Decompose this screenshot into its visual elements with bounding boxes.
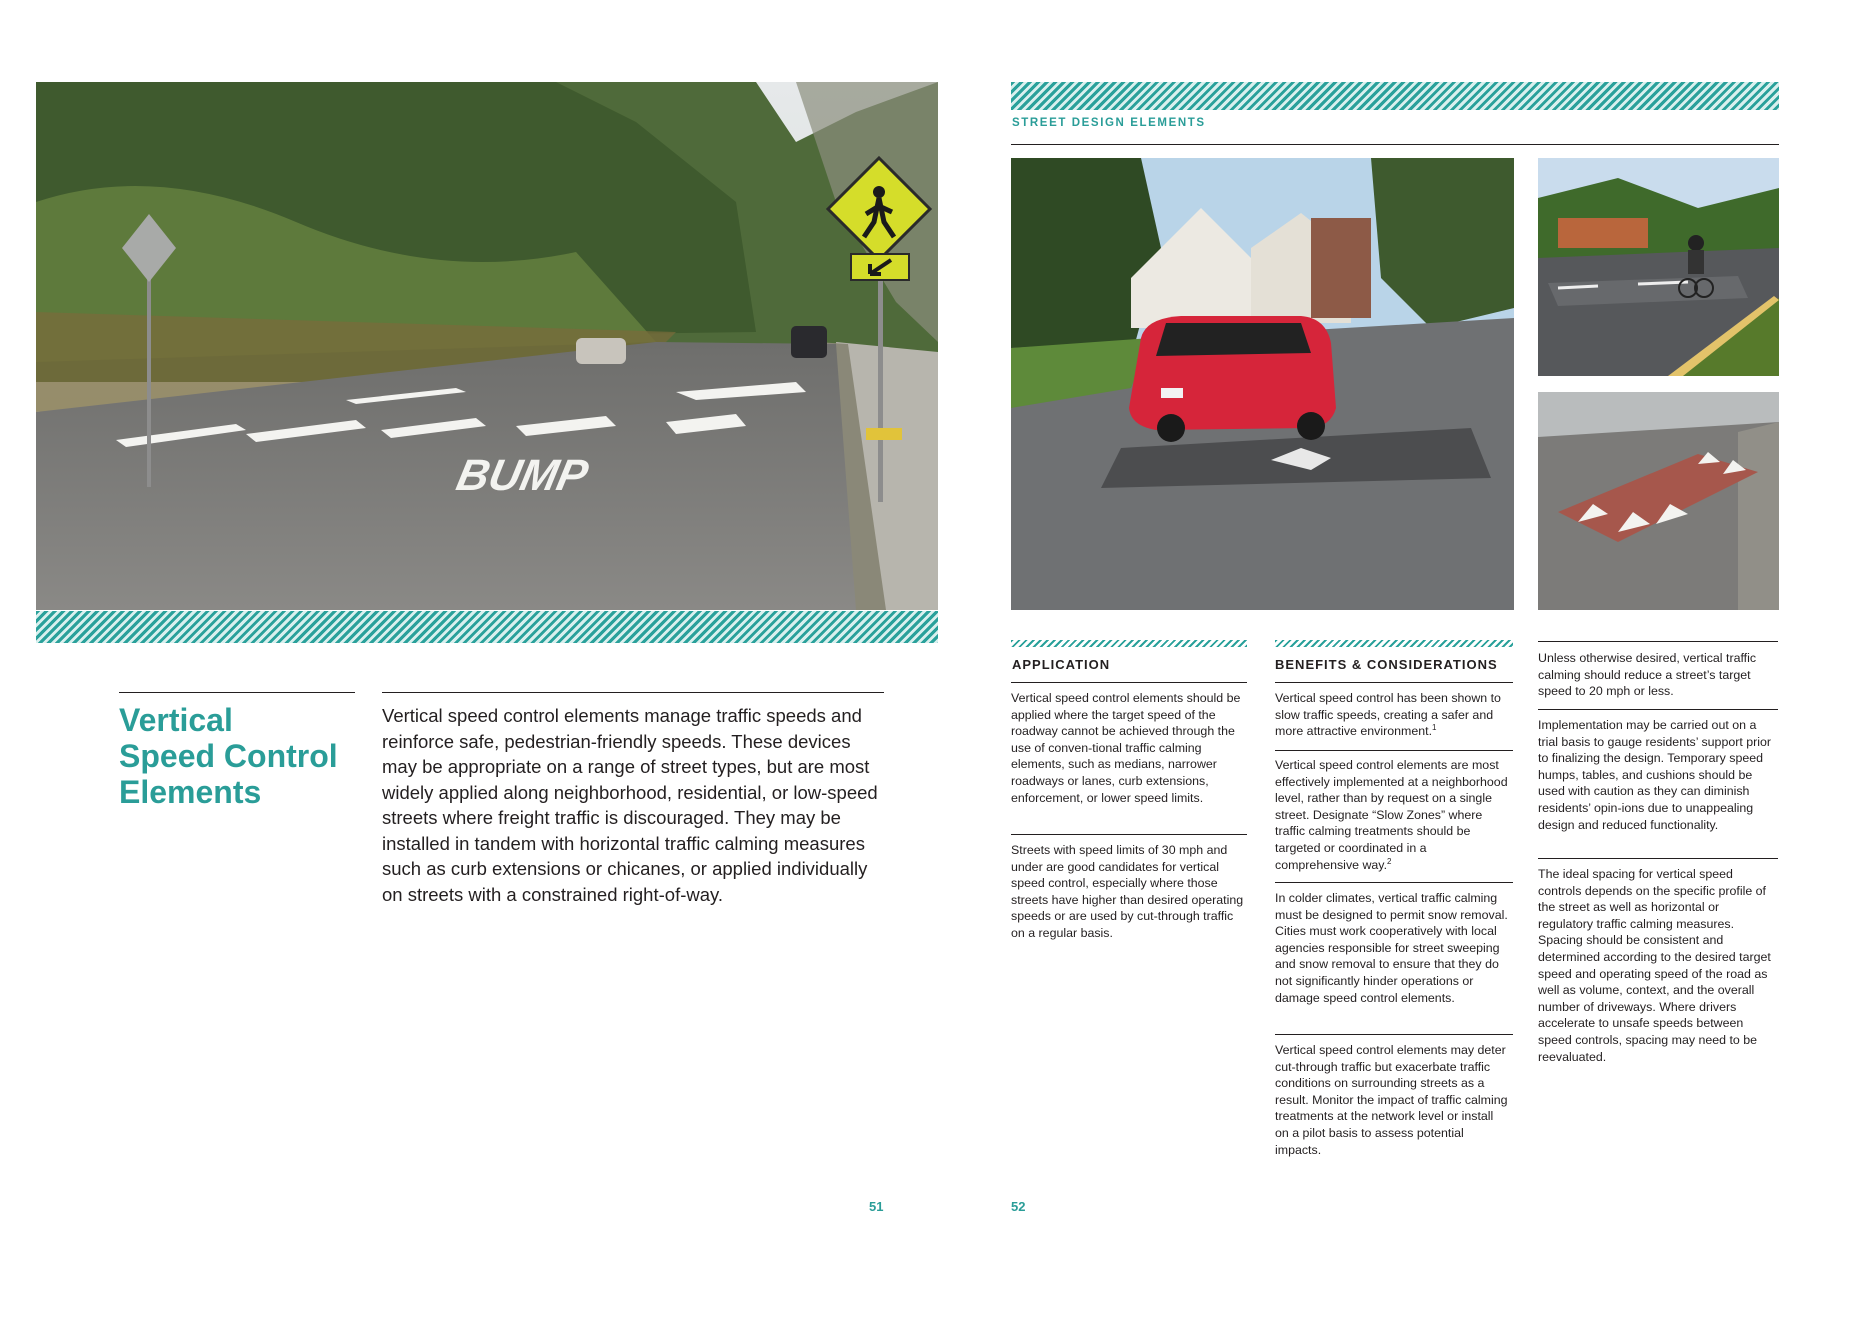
col3-paragraph-2: Implementation may be carried out on a trial basis to gauge residents’ support prior to finalizing the design. Temporary speed humps, tables, and cushions should be used with caution as they can diminish residents’ opin-ions due to unappealing design and reduced functionality. xyxy=(1538,718,1772,832)
red-car-speed-hump-photo xyxy=(1011,158,1514,610)
benefits-divider-2 xyxy=(1275,882,1513,883)
application-paragraph-2: Streets with speed limits of 30 mph and under are good candidates for vertical speed control, especially where those streets have higher than desired operating speeds or are used by cut-through traffic on a regular basis. xyxy=(1011,843,1244,940)
page-number-right: 52 xyxy=(1011,1199,1026,1214)
benefits-hatch xyxy=(1275,640,1513,647)
benefits-paragraph-2 xyxy=(1275,757,1509,873)
col3-divider-2 xyxy=(1538,858,1778,859)
col3-divider-1 xyxy=(1538,709,1778,710)
right-hatch-band xyxy=(1011,82,1779,110)
footnote-1: 1 xyxy=(1432,723,1437,733)
benefits-heading: BENEFITS & CONSIDERATIONS xyxy=(1275,657,1498,672)
application-divider xyxy=(1011,834,1247,835)
kicker-rule xyxy=(1011,144,1779,145)
benefits-paragraph-4: Vertical speed control elements may deter cut-through traffic but exacerbate traffic conditions on surrounding streets as a result. Monitor the impact of traffic calming treatments at the network level or install on a pilot basis to assess potential impacts. xyxy=(1275,1043,1508,1157)
benefits-paragraph-1 xyxy=(1275,690,1509,740)
col3-rule xyxy=(1538,641,1778,642)
title-line-3: Elements xyxy=(119,774,262,810)
application-rule xyxy=(1011,682,1247,683)
left-hatch-band xyxy=(36,611,938,643)
application-paragraph-1: Vertical speed control elements should be applied where the target speed of the roadway cannot be achieved through the use of conven-tional traffic calming elements, such as medians, narrower roadways or lanes, curb extensions, enforcement, or lower speed limits. xyxy=(1011,691,1241,805)
bump-road-marking: BUMP xyxy=(452,451,593,500)
section-kicker: STREET DESIGN ELEMENTS xyxy=(1012,117,1206,129)
col3-paragraph-3: The ideal spacing for vertical speed controls depends on the specific profile of the street as well as horizontal or regulatory traffic calming measures. Spacing should be consistent and determined according to the desired target speed and operating speed of the road as well as volume, context, and the overall number of driveways. Where drivers accelerate to unsafe speeds between speed controls, spacing may need to be reevaluated. xyxy=(1538,867,1771,1064)
title-line-1: Vertical xyxy=(119,702,233,738)
benefits-paragraph-2-text: Vertical speed control elements are most effectively implemented at a neighborhood level, rather than by request on a single street. Designate “Slow Zones” where traffic calming treatments should be targeted or coordinated in a comprehensive way. xyxy=(1275,758,1508,872)
speed-bump-road-photo xyxy=(36,82,938,610)
cyclist-speed-table-photo xyxy=(1538,158,1779,376)
application-hatch xyxy=(1011,640,1247,647)
page-title xyxy=(119,702,359,810)
benefits-divider-1 xyxy=(1275,750,1513,751)
application-heading: APPLICATION xyxy=(1012,657,1111,672)
title-rule xyxy=(119,692,355,693)
intro-rule xyxy=(382,692,884,693)
benefits-rule xyxy=(1275,682,1513,683)
speed-cushion-photo xyxy=(1538,392,1779,610)
benefits-divider-3 xyxy=(1275,1034,1513,1035)
footnote-2: 2 xyxy=(1387,856,1392,866)
intro-paragraph: Vertical speed control elements manage traffic speeds and reinforce safe, pedestrian-friendly speeds. These devices may be appropriate on a range of street types, but are most widely applied along neighborhood, residential, or low-speed streets where freight traffic is discouraged. They may be installed in tandem with horizontal traffic calming measures such as curb extensions or chicanes, or applied individually on streets with a constrained right-of-way. xyxy=(382,705,878,905)
title-line-2: Speed Control xyxy=(119,738,338,774)
col3-paragraph-1: Unless otherwise desired, vertical traffic calming should reduce a street’s target speed to 20 mph or less. xyxy=(1538,651,1757,699)
benefits-paragraph-1-text: Vertical speed control has been shown to slow traffic speeds, creating a safer and more attractive environment. xyxy=(1275,691,1501,739)
benefits-paragraph-3: In colder climates, vertical traffic calming must be designed to permit snow removal. Cities must work cooperatively with local agencies responsible for street sweeping and snow removal to ensure that they do not significantly hinder operations or damage speed control elements. xyxy=(1275,891,1508,1005)
page-number-left: 51 xyxy=(869,1199,884,1214)
